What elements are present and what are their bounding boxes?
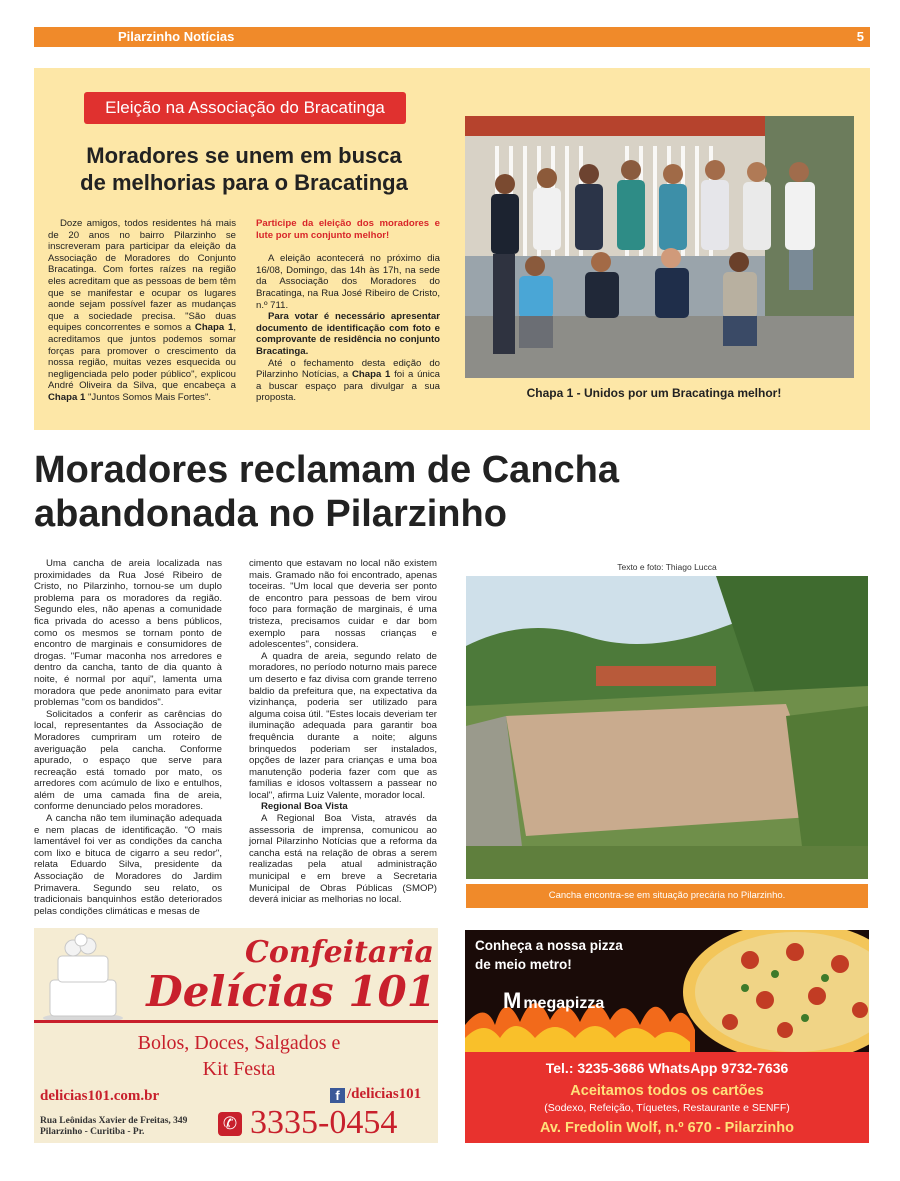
pizza-address: Av. Fredolin Wolf, n.º 670 - Pilarzinho	[540, 1120, 794, 1136]
megapizza-logo	[503, 988, 604, 1014]
confeitaria-phone[interactable]: 3335-0454	[250, 1104, 398, 1141]
feature-callout: Participe da eleição dos moradores e lute por um conjunto melhor!	[256, 218, 440, 241]
article-paragraph: A Regional Boa Vista, através da assessoria de imprensa, comunicou ao jornal Pilarzinho Notícias que a reforma da cancha está na relação de obras a serem realizadas pela atual administração municipal e em breve a Secretaria Municipal de Obras Públicas (SMOP) deverá iniciar as melhorias no local.	[249, 813, 437, 906]
confeitaria-address	[40, 1116, 187, 1138]
feature-column-1	[48, 218, 236, 404]
address-line1: Rua Leônidas Xavier de Freitas, 349	[40, 1116, 188, 1126]
article-headline-line1: Moradores reclamam de Cancha	[34, 449, 620, 491]
facebook-icon: f	[330, 1088, 345, 1103]
text-run: Até o fechamento desta edição do Pilarzinho Notícias, a	[256, 357, 440, 381]
article-paragraph: Solicitados a conferir as carências do local, representantes da Associação de Moradores cumpriram um roteiro de averiguação pela cancha. Conforme apurado, o espaço que serve para recreação está tomado por mato, os arredores com acúmulo de lixo e entulhos, além de uma camada fina de areia, conforme denunciado pelos moradores.	[34, 708, 222, 813]
products-line2: Kit Festa	[202, 1058, 276, 1080]
megapizza-brand: megapizza	[523, 995, 605, 1012]
phone-icon: ✆	[218, 1112, 242, 1136]
pizza-ad[interactable]	[465, 930, 869, 1143]
article-subheading: Regional Boa Vista	[261, 801, 348, 813]
text-run: foi a única a buscar espaço para divulgar a sua proposta.	[256, 369, 440, 404]
feature-headline	[48, 142, 440, 196]
page-number: 5	[856, 29, 864, 44]
feature-paragraph: Para votar é necessário apresentar documento de identificação com foto e comprovante de residência no conjunto Bracatinga.	[256, 311, 440, 357]
confeitaria-facebook[interactable]	[330, 1086, 421, 1103]
bold-run: Chapa 1	[48, 391, 86, 403]
feature-paragraph	[48, 218, 236, 404]
article-headline	[34, 448, 874, 536]
feature-paragraph	[256, 358, 440, 404]
feature-headline-line1: Moradores se unem em busca	[86, 143, 402, 168]
confeitaria-brand-line1: Confeitaria	[244, 935, 434, 970]
feature-paragraph: A eleição acontecerá no próximo dia 16/08, Domingo, das 14h às 17h, na sede da Associação dos Moradores do Bracatinga, na Rua José Ribeiro de Cristo, n.º 711.	[256, 253, 440, 311]
confeitaria-ad[interactable]	[34, 928, 438, 1143]
cake-icon	[38, 932, 128, 1024]
article-paragraph: A quadra de areia, segundo relato de moradores, no período noturno mais parece um deserto e faz divisa com grande terreno baldio da prefeitura que, na expectativa da vizinhança, poderia ser utilizado para alguma coisa útil. "Estes locais deveriam ter iluminação adequada para garantir boa frequência durante a noite; alguns brinquedos poderiam ser instalados, opções de lazer para crianças e uma boa manutenção poderia fazer com que as famílias e idosos voltassem a passear no local", afirma Luiz Valente, morador local.	[249, 650, 437, 801]
article-headline-line2: abandonada no Pilarzinho	[34, 493, 507, 535]
group-photo-caption: Chapa 1 - Unidos por um Bracatinga melhor!	[526, 386, 782, 400]
confeitaria-brand-line2: Delícias 101	[146, 967, 436, 1016]
article-column-2	[249, 558, 437, 906]
article-column-1	[34, 558, 222, 917]
publication-name: Pilarzinho Notícias	[118, 29, 235, 44]
feature-box	[34, 68, 870, 430]
text-run: "Juntos Somos Mais Fortes".	[85, 391, 212, 403]
ad-divider	[34, 1020, 438, 1023]
address-line2: Pilarzinho - Curitiba - Pr.	[40, 1127, 145, 1137]
article-paragraph: Uma cancha de areia localizada nas proximidades da Rua José Ribeiro de Cristo, no Pilarzinho, tornou-se um duplo problema para os moradores da região. Segundo eles, não apenas a comunidade fica privada do acesso a bens públicos, como os mesmos se tornam ponto de encontro de marginais e consumidores de drogas. "Fumar maconha nos arredores e dentro da cancha, tanto de dia quanto à noite, é normal por aqui", lamenta uma moradora que pede anonimato para evitar problemas "com os bandidos".	[34, 558, 222, 709]
feature-column-2	[256, 218, 440, 404]
m-logo-icon: M	[503, 988, 522, 1013]
pizza-headline	[475, 936, 623, 974]
pizza-phones[interactable]: Tel.: 3235-3686 WhatsApp 9732-7636	[545, 1060, 789, 1076]
confeitaria-website[interactable]: delicias101.com.br	[40, 1088, 160, 1104]
confeitaria-products	[94, 1030, 384, 1082]
pizza-headline-line2: de meio metro!	[475, 957, 572, 972]
article-paragraph: cimento que estavam no local não existem mais. Gramado não foi encontrado, apenas toceiras. "Um local que deveria ser ponto de encontro para pessoas de bem virou foco para formação de marginais, é uma tristeza, precisamos cuidar e dar bom exemplo para nossas crianças e adolescentes", considera.	[249, 558, 437, 651]
photo-credit: Texto e foto: Thiago Lucca	[617, 562, 717, 572]
group-photo	[465, 116, 854, 378]
cancha-photo-image	[466, 576, 868, 879]
pizza-cards-list: (Sodexo, Refeição, Tíquetes, Restaurante e SENFF)	[544, 1102, 790, 1114]
pizza-cards: Aceitamos todos os cartões	[570, 1083, 764, 1099]
cancha-photo	[466, 576, 868, 879]
text-run: , acreditamos que juntos podemos somar forças para promover o crescimento da nossa região, muitas vezes esquecida ou negligenciada pelo poder público", explicou André Oliveira da Silva, que encabeça a	[48, 322, 236, 392]
bold-run: Chapa 1	[194, 322, 234, 334]
section-tag: Eleição na Associação do Bracatinga	[84, 92, 406, 124]
text-run: Doze amigos, todos residentes há mais de 20 anos no bairro Pilarzinho se inscreveram para participar da eleição da Associação de Moradores do Conjunto Bracatinga. Com fortes raízes na região eles acreditam que as pessoas de bem têm que se manifestar e ocupar os lugares aonde sejam possível fazer as mudanças que a sociedade precisa. "São duas equipes concorrentes e somos a	[48, 218, 236, 334]
pizza-ad-banner	[465, 930, 869, 1052]
page-header	[34, 27, 870, 47]
facebook-handle: /delicias101	[347, 1086, 422, 1102]
bold-run: Chapa 1	[352, 369, 391, 381]
article-paragraph: A cancha não tem iluminação adequada e nem placas de identificação. "O mais lamentável foi ver as condições da cancha com lixo e bituca de cigarro a seu redor", relata Eduardo Silva, presidente da Associação de Moradores do Jardim Primavera. Segundo seu relato, os tradicionais banquinhos estão deteriorados pelas condições climáticas e mesas de	[34, 813, 222, 917]
feature-headline-line2: de melhorias para o Bracatinga	[80, 170, 408, 195]
pizza-headline-line1: Conheça a nossa pizza	[475, 938, 623, 953]
products-line1: Bolos, Doces, Salgados e	[137, 1032, 341, 1054]
group-photo-image	[465, 116, 854, 378]
cancha-photo-caption: Cancha encontra-se em situação precária no Pilarzinho.	[466, 884, 868, 908]
